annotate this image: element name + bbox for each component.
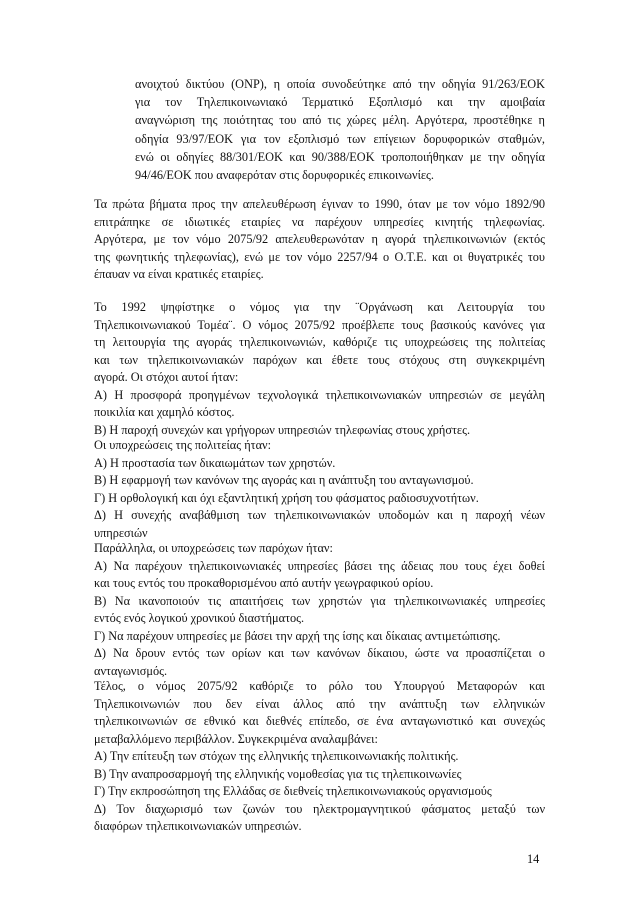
text-line: Παράλληλα, οι υποχρεώσεις των παρόχων ήταν:: [94, 541, 333, 555]
text-line: ενώ οι οδηγίες 88/301/ΕΟΚ και 90/388/ΕΟΚ τροποποιήθηκαν με την οδηγία: [135, 149, 545, 164]
text-line: αγορά. Οι στόχοι αυτοί ήταν:: [94, 370, 239, 384]
indented-quote-block: [135, 75, 545, 184]
list-item: Γ) Να παρέχουν υπηρεσίες με βάσει την αρχή της ίσης και δίκαιας αντιμετώπισης.: [94, 628, 501, 643]
page-number: 14: [527, 852, 540, 866]
paragraph-law-1992: [94, 299, 545, 439]
text-line: έπαυαν να είναι κρατικές εταιρίες.: [94, 267, 264, 281]
list-item: Δ) Η συνεχής αναβάθμιση των τηλεπικοινωνιακών υποδομών και η παροχή νέων: [94, 508, 545, 522]
text-line: Αργότερα, με τον νόμο 2075/92 απελευθερωνόταν η αγορά τηλεπικοινωνιών (εκτός: [94, 232, 545, 246]
list-item: Δ) Να δρουν εντός των ορίων και των κανόνων δίκαιου, ώστε να προασπίζεται ο: [94, 646, 545, 660]
list-item: υπηρεσιών: [94, 525, 148, 540]
text-line: και των τηλεπικοινωνιακών παρόχων και έθετε τους στόχους στη συγκεκριμένη: [94, 352, 545, 367]
list-item: Β) Να ικανοποιούν τις απαιτήσεις των χρηστών για τηλεπικοινωνιακές υπηρεσίες: [94, 593, 545, 608]
list-item: διαφόρων τηλεπικοινωνιακών υπηρεσιών.: [94, 819, 302, 833]
list-item: εντός ενός λογικού χρονικού διαστήματος.: [94, 611, 305, 625]
text-line: τη λειτουργία της αγοράς τηλεπικοινωνιών, καθόριζε τις υποχρεώσεις της πολιτείας: [94, 335, 545, 349]
text-line: για τον Τηλεπικοινωνιακό Τερματικό Εξοπλισμό και την αμοιβαία: [135, 95, 545, 110]
text-line: μεταβαλλόμενο περιβάλλον. Συγκεκριμένα αναλαμβάνει:: [94, 731, 378, 746]
paragraph-provider-obligations: [94, 540, 545, 680]
list-item: ποικιλία και χαμηλό κόστος.: [94, 405, 235, 419]
text-line: ανοιχτού δικτύου (ONP), η οποία συνοδεύτηκε από την οδηγία 91/263/ΕΟΚ: [135, 77, 545, 91]
text-line: Οι υποχρεώσεις της πολιτείας ήταν:: [94, 438, 271, 452]
text-line: της φωνητικής τηλεφωνίας), ενώ με τον νόμο 2257/94 ο Ο.Τ.Ε. και οι θυγατρικές του: [94, 249, 545, 264]
text-line: Τηλεπικοινωνιών που δεν είναι άλλος από την ανάπτυξη των ελληνικών: [94, 696, 545, 711]
list-item: Γ) Την εκπροσώπηση της Ελλάδας σε διεθνείς τηλεπικοινωνιακούς οργανισμούς: [94, 784, 492, 798]
text-line: Τηλεπικοινωνιακού Τομέα¨. Ο νόμος 2075/92 προέβλεπε τους βασικούς κανόνες για: [94, 317, 545, 332]
list-item: Γ) Η ορθολογική και όχι εξαντλητική χρήση του φάσματος ραδιοσυχνοτήτων.: [94, 490, 479, 505]
text-line: τηλεπικοινωνιών σε εθνικό και διεθνές επίπεδο, σε ένα ανταγωνιστικό και συνεχώς: [94, 714, 545, 728]
list-item: Β) Την αναπροσαρμογή της ελληνικής νομοθεσίας για τις τηλεπικοινωνίες: [94, 766, 462, 781]
list-item: Β) Η εφαρμογή των κανόνων της αγοράς και η ανάπτυξη του ανταγωνισμού.: [94, 473, 474, 487]
list-item: ανταγωνισμός.: [94, 663, 168, 678]
paragraph-first-steps: [94, 196, 545, 284]
text-line: Τα πρώτα βήματα προς την απελευθέρωση έγιναν το 1990, όταν με τον νόμο 1892/90: [94, 197, 545, 211]
list-item: Δ) Τον διαχωρισμό των ζωνών του ηλεκτρομαγνητικού φάσματος μεταξύ των: [94, 801, 545, 816]
paragraph-minister-role: [94, 678, 545, 836]
text-line: επιτράπηκε σε ιδιωτικές εταιρίες να παρέχουν υπηρεσίες κινητής τηλεφωνίας.: [94, 214, 545, 229]
list-item: Α) Η προστασία των δικαιωμάτων των χρηστών.: [94, 455, 336, 470]
text-line: αναγνώριση της ποιότητας του από τις χώρες μέλη. Αργότερα, προστέθηκε η: [135, 113, 545, 128]
list-item: Β) Η παροχή συνεχών και γρήγορων υπηρεσιών τηλεφωνίας στους χρήστες.: [94, 422, 471, 437]
list-item: Α) Η προσφορά προηγμένων τεχνολογικά τηλεπικοινωνιακών υπηρεσιών σε μεγάλη: [94, 387, 545, 402]
list-item: και τους εντός του προκαθορισμένου από αυτήν γεωγραφικού ορίου.: [94, 576, 434, 590]
list-item: Α) Την επίτευξη των στόχων της ελληνικής τηλεπικοινωνιακής πολιτικής.: [94, 749, 459, 763]
text-line: 94/46/ΕΟΚ που αναφερόταν στις δορυφορικές επικοινωνίες.: [135, 168, 434, 183]
text-line: Το 1992 ψηφίστηκε ο νόμος για την ¨Οργάνωση και Λειτουργία του: [94, 300, 545, 314]
text-line: οδηγία 93/97/ΕΟΚ για τον εξοπλισμό των επίγειων δορυφορικών σταθμών,: [135, 131, 545, 146]
paragraph-state-obligations: [94, 437, 545, 542]
text-line: Τέλος, ο νόμος 2075/92 καθόριζε το ρόλο του Υπουργού Μεταφορών και: [94, 679, 545, 693]
list-item: Α) Να παρέχουν τηλεπικοινωνιακές υπηρεσίες βάσει της άδειας που τους έχει δοθεί: [94, 558, 545, 573]
